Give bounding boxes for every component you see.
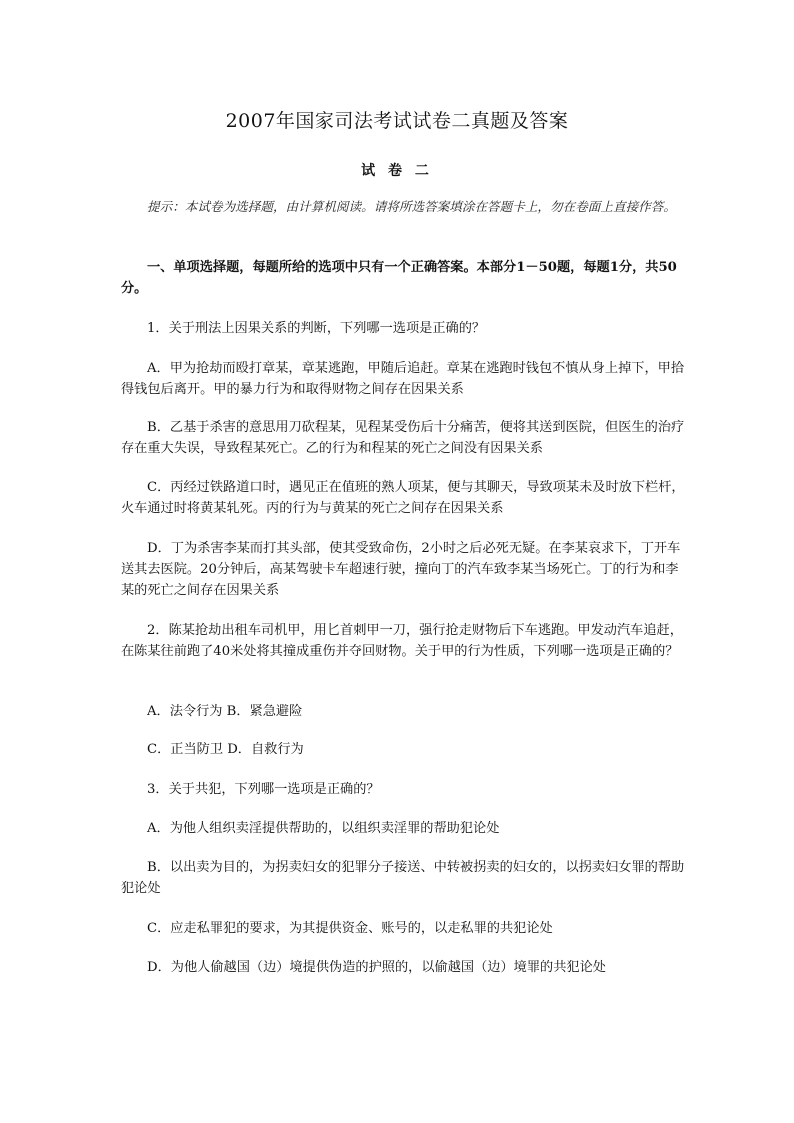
exam-hint: 提示：本试卷为选择题，由计算机阅读。请将所选答案填涂在答题卡上，勿在卷面上直接作答。 [147, 199, 676, 214]
question-option: B．乙基于杀害的意思用刀砍程某，见程某受伤后十分痛苦，便将其送到医院，但医生的治疗存在重大失误，导致程某死亡。乙的行为和程某的死亡之间没有因果关系 [121, 420, 685, 456]
question-option: D．丁为杀害李某而打其头部，使其受致命伤，2小时之后必死无疑。在李某哀求下，丁开车送其去医院。20分钟后，高某驾驶卡车超速行驶，撞向丁的汽车致李某当场死亡。丁的行为和李某的死亡之间存在因果关系 [121, 541, 681, 598]
question-option: D．为他人偷越国（边）境提供伪造的护照的，以偷越国（边）境罪的共犯论处 [147, 960, 606, 975]
question-option: B．以出卖为目的，为拐卖妇女的犯罪分子接送、中转被拐卖的妇女的，以拐卖妇女罪的帮助犯论处 [121, 860, 685, 896]
document-title: 2007年国家司法考试试卷二真题及答案 [225, 110, 569, 132]
question-option: A．甲为抢劫而殴打章某，章某逃跑，甲随后追赶。章某在逃跑时钱包不慎从身上掉下，甲拾得钱包后离开。甲的暴力行为和取得财物之间存在因果关系 [121, 361, 685, 397]
question-option: A．法令行为 B．紧急避险 [147, 704, 303, 719]
question-option: C．丙经过铁路道口时，遇见正在值班的熟人项某，便与其聊天，导致项某未及时放下栏杆，火车通过时将黄某轧死。丙的行为与黄某的死亡之间存在因果关系 [121, 480, 685, 516]
question-option: C．正当防卫 D．自救行为 [147, 742, 304, 757]
question-option: A．为他人组织卖淫提供帮助的，以组织卖淫罪的帮助犯论处 [147, 821, 500, 836]
question-stem: 3．关于共犯，下列哪一选项是正确的？ [147, 782, 380, 797]
question-stem: 1．关于刑法上因果关系的判断，下列哪一选项是正确的？ [147, 321, 486, 336]
paper-subtitle: 试 卷 二 [361, 163, 433, 179]
question-stem: 2．陈某抢劫出租车司机甲，用匕首刺甲一刀，强行抢走财物后下车逃跑。甲发动汽车追赶，在陈某往前跑了40米处将其撞成重伤并夺回财物。关于甲的行为性质，下列哪一选项是正确的？ [121, 623, 683, 659]
question-option: C．应走私罪犯的要求，为其提供资金、账号的，以走私罪的共犯论处 [147, 921, 553, 936]
section-heading: 一、单项选择题，每题所给的选项中只有一个正确答案。本部分1－50题，每题1分，共50分。 [121, 260, 677, 296]
